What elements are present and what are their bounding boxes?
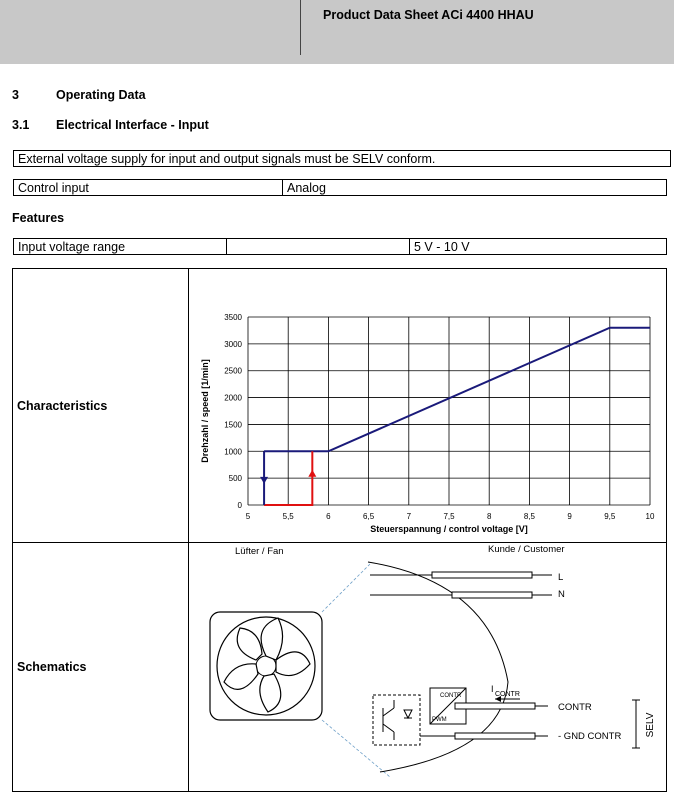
fan-icon — [210, 612, 322, 720]
x-tick-label: 10 — [645, 512, 655, 521]
x-axis-label: Steuerspannung / control voltage [V] — [370, 524, 528, 534]
optocoupler — [373, 695, 420, 745]
signal-gnd-label: - GND CONTR — [558, 731, 622, 742]
x-tick-label: 9,5 — [604, 512, 616, 521]
current-subscript: CONTR — [495, 691, 520, 698]
zoom-line — [322, 720, 390, 777]
header-divider — [300, 0, 301, 55]
x-tick-label: 6 — [326, 512, 331, 521]
x-tick-label: 6,5 — [363, 512, 375, 521]
input-voltage-row — [13, 238, 667, 255]
contr-block-label: CONTR — [440, 693, 462, 699]
terminal-l: L — [558, 572, 564, 583]
y-tick-label: 2500 — [224, 366, 242, 376]
section-title: Operating Data — [56, 88, 146, 102]
schematic-diagram — [190, 542, 664, 792]
selv-label: SELV — [645, 712, 656, 738]
x-tick-label: 8 — [486, 512, 492, 521]
control-input-row — [13, 179, 667, 196]
y-tick-label: 2000 — [224, 393, 242, 403]
x-tick-label: 5,5 — [282, 512, 294, 521]
page-header — [0, 0, 674, 64]
schematics-label: Schematics — [17, 660, 87, 674]
speed-characteristic-chart — [190, 300, 664, 540]
control-input-value: Analog — [287, 181, 326, 195]
y-tick-label: 3000 — [224, 339, 242, 349]
falling-arrow-icon — [260, 477, 268, 484]
table-divider — [188, 269, 189, 791]
input-voltage-value: 5 V - 10 V — [414, 240, 470, 254]
selv-notice-row — [13, 150, 671, 167]
y-tick-label: 1500 — [224, 420, 242, 430]
document-title: Product Data Sheet ACi 4400 HHAU — [323, 8, 534, 22]
x-tick-label: 9 — [567, 512, 572, 521]
selv-notice: External voltage supply for input and output signals must be SELV conform. — [18, 152, 436, 166]
y-tick-label: 3500 — [224, 313, 242, 322]
y-tick-label: 0 — [237, 501, 242, 510]
input-voltage-label: Input voltage range — [18, 240, 126, 254]
features-heading: Features — [12, 211, 65, 225]
y-tick-label: 500 — [228, 474, 242, 484]
selv-bracket — [632, 700, 640, 748]
x-tick-label: 7 — [406, 512, 412, 521]
chart-grid — [248, 317, 650, 505]
characteristics-label: Characteristics — [17, 399, 108, 413]
x-tick-label: 5 — [245, 512, 251, 521]
power-leads — [370, 572, 552, 598]
signal-contr-label: CONTR — [558, 702, 592, 713]
x-tick-label: 8,5 — [523, 512, 535, 521]
terminal-n: N — [558, 589, 565, 600]
control-input-label: Control input — [18, 181, 89, 195]
speed-line — [264, 328, 650, 452]
fan-label: Lüfter / Fan — [235, 546, 284, 557]
y-axis-label: Drehzahl / speed [1/min] — [200, 359, 210, 463]
current-label: I — [491, 684, 494, 694]
table-divider — [226, 239, 227, 254]
x-tick-label: 7,5 — [443, 512, 455, 521]
pwm-block-label: PWM — [432, 717, 447, 723]
zoom-line — [322, 564, 370, 612]
section-number: 3 — [12, 88, 19, 102]
subsection-number: 3.1 — [12, 118, 30, 132]
customer-label: Kunde / Customer — [488, 544, 565, 555]
rising-arrow-icon — [308, 470, 316, 477]
subsection-title: Electrical Interface - Input — [56, 118, 209, 132]
y-tick-label: 1000 — [224, 447, 242, 457]
